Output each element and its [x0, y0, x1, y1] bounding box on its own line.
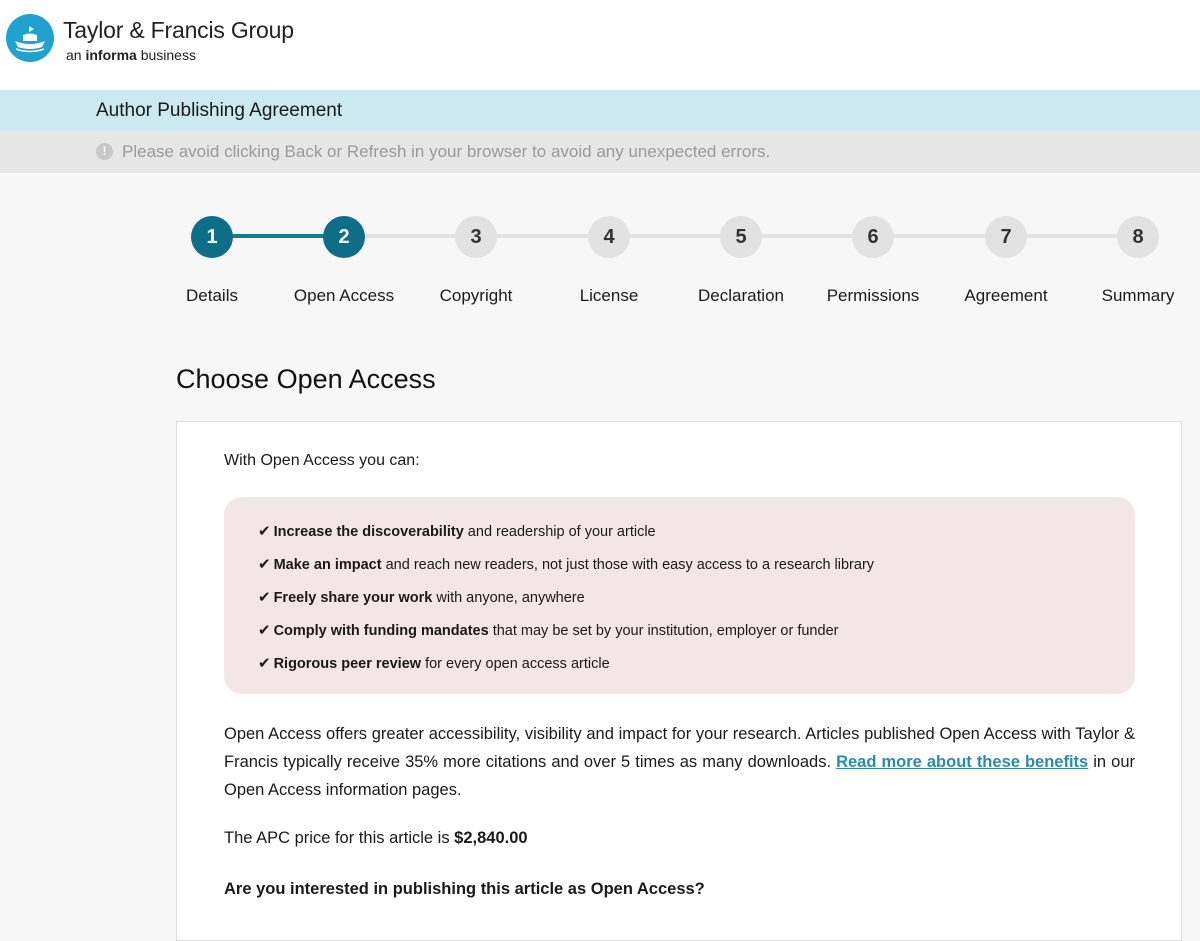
benefit-bold: Comply with funding mandates: [273, 623, 489, 639]
step-1-details[interactable]: 1: [191, 216, 233, 258]
warning-info-icon: !: [96, 143, 113, 160]
apc-price: [224, 829, 528, 848]
benefit-text: that may be set by your institution, employer or funder: [488, 623, 839, 639]
benefit-item: [258, 522, 656, 540]
benefit-item: [258, 621, 838, 639]
step-4-label: License: [579, 286, 639, 305]
step-7-agreement: 7: [985, 216, 1027, 258]
step-3-label: Copyright: [439, 286, 513, 305]
benefit-text: and reach new readers, not just those with easy access to a research library: [381, 557, 875, 573]
step-2-label: Open Access: [293, 286, 395, 305]
benefit-bold: Increase the discoverability: [273, 524, 464, 540]
apc-price-label: The APC price for this article is: [224, 829, 455, 847]
brand-tagline-prefix: an: [66, 47, 86, 63]
checkmark-icon: ✔: [258, 556, 271, 573]
step-5-declaration: 5: [720, 216, 762, 258]
section-title: Choose Open Access: [176, 364, 436, 394]
benefit-text: for every open access article: [421, 656, 610, 672]
checkmark-icon: ✔: [258, 622, 271, 639]
read-more-benefits-link[interactable]: Read more about these benefits: [836, 753, 1089, 771]
checkmark-icon: ✔: [258, 655, 271, 672]
page-title: Author Publishing Agreement: [96, 100, 343, 121]
benefit-bold: Make an impact: [273, 557, 382, 573]
step-4-license: 4: [588, 216, 630, 258]
step-1-label: Details: [186, 286, 238, 305]
step-3-copyright: 3: [455, 216, 497, 258]
benefits-intro: With Open Access you can:: [224, 452, 420, 469]
progress-stepper: [0, 0, 1200, 320]
brand-tagline-bold: informa: [85, 47, 137, 63]
step-8-summary: 8: [1117, 216, 1159, 258]
checkmark-icon: ✔: [258, 523, 271, 540]
open-access-description: [224, 720, 1135, 804]
benefit-bold: Freely share your work: [273, 590, 433, 606]
benefit-text: with anyone, anywhere: [432, 590, 585, 606]
brand-tagline-suffix: business: [136, 47, 196, 63]
benefit-item: [258, 654, 610, 672]
benefit-text: and readership of your article: [463, 524, 656, 540]
open-access-question: Are you interested in publishing this article as Open Access?: [224, 880, 705, 898]
step-6-label: Permissions: [826, 286, 920, 305]
benefit-item: [258, 555, 874, 573]
apc-price-value: $2,840.00: [454, 829, 528, 847]
warning-text: Please avoid clicking Back or Refresh in your browser to avoid any unexpected errors.: [122, 142, 771, 161]
step-7-label: Agreement: [964, 286, 1048, 305]
description-text-end: in our Open Access information pages.: [224, 753, 1135, 799]
brand-name: Taylor & Francis Group: [63, 17, 294, 43]
description-text: Open Access offers greater accessibility, visibility and impact for your research. Articles published Open Access with Taylor & Francis typically receive 35% more citations and over 5 times as many downloads.: [224, 725, 1135, 771]
benefit-item: [258, 588, 585, 606]
step-8-label: Summary: [1101, 286, 1175, 305]
step-6-permissions: 6: [852, 216, 894, 258]
step-2-open-access[interactable]: 2: [323, 216, 365, 258]
checkmark-icon: ✔: [258, 589, 271, 606]
step-5-label: Declaration: [698, 286, 784, 305]
benefit-bold: Rigorous peer review: [273, 656, 422, 672]
